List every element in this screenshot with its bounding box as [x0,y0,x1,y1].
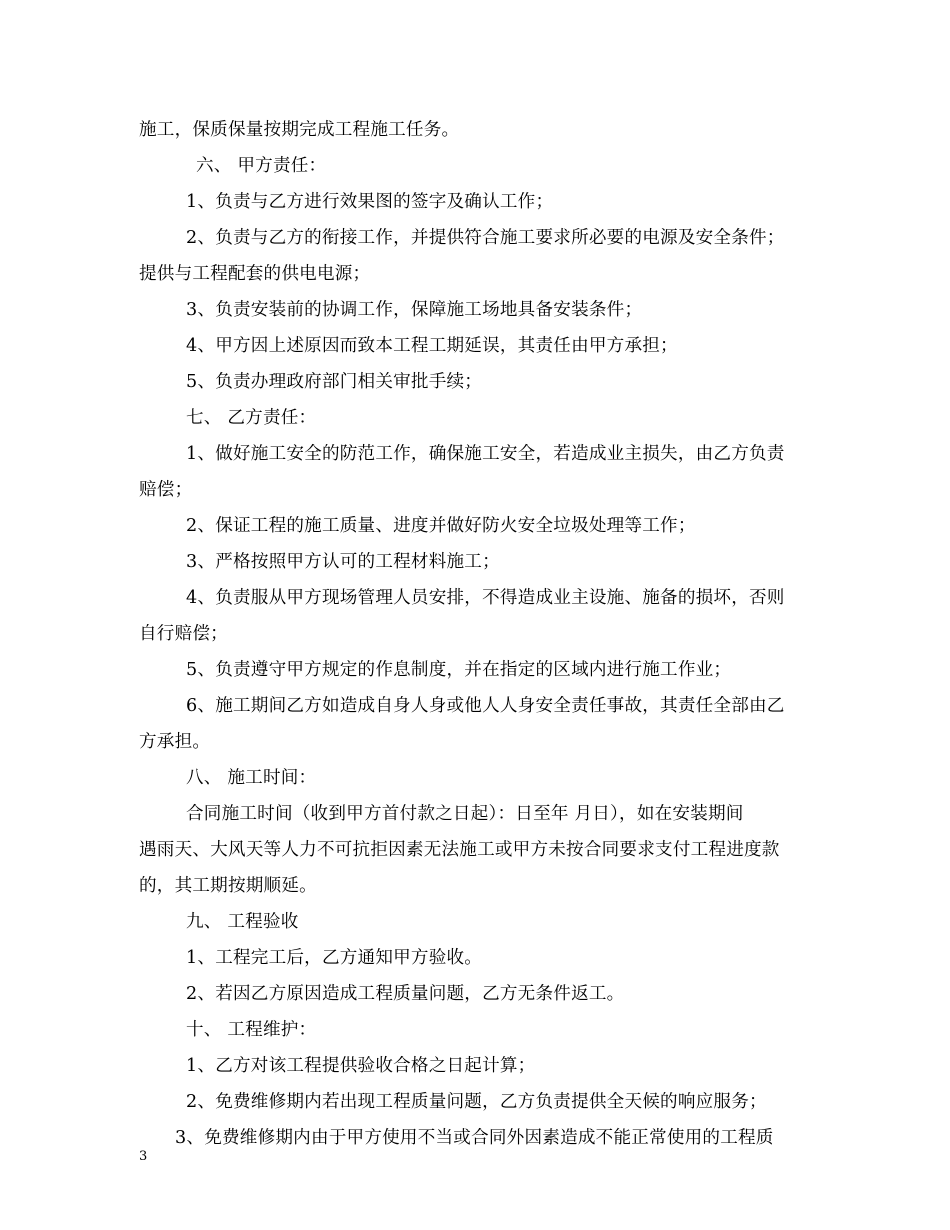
text-line: 1、做好施工安全的防范工作，确保施工安全，若造成业主损失，由乙方负责 [186,444,785,464]
section-heading-7: 七、 乙方责任： [186,408,317,428]
text-line: 2、若因乙方原因造成工程质量问题，乙方无条件返工。 [186,984,625,1004]
text-line: 3、严格按照甲方认可的工程材料施工； [186,552,500,572]
section-heading-9: 九、 工程验收 [186,912,299,932]
section-heading-6: 六、 甲方责任： [196,156,327,176]
section-heading-8: 八、 施工时间： [186,768,317,788]
text-line: 2、免费维修期内若出现工程质量问题，乙方负责提供全天候的响应服务； [186,1092,767,1112]
text-line: 自行赔偿； [139,624,228,644]
text-line: 1、工程完工后，乙方通知甲方验收。 [186,948,483,968]
text-line: 1、乙方对该工程提供验收合格之日起计算； [186,1056,536,1076]
text-line: 1、负责与乙方进行效果图的签字及确认工作； [186,192,554,212]
text-line: 3、负责安装前的协调工作，保障施工场地具备安装条件； [186,300,643,320]
text-line: 5、负责遵守甲方规定的作息制度，并在指定的区域内进行施工作业； [186,660,732,680]
text-line: 的，其工期按期顺延。 [139,876,317,896]
text-line: 6、施工期间乙方如造成自身人身或他人人身安全责任事故，其责任全部由乙 [186,696,785,716]
text-line: 4、甲方因上述原因而致本工程工期延误，其责任由甲方承担； [186,336,678,356]
page-number: 3 [139,1149,148,1164]
text-line: 3、免费维修期内由于甲方使用不当或合同外因素造成不能正常使用的工程质 [175,1128,774,1148]
text-line: 提供与工程配套的供电电源； [139,264,371,284]
text-line: 2、保证工程的施工质量、进度并做好防火安全垃圾处理等工作； [186,516,696,536]
text-line: 方承担。 [139,732,211,752]
text-line: 2、负责与乙方的衔接工作，并提供符合施工要求所必要的电源及安全条件； [186,228,785,248]
section-heading-10: 十、 工程维护： [186,1020,317,1040]
text-line: 5、负责办理政府部门相关审批手续； [186,372,483,392]
text-line: 合同施工时间（收到甲方首付款之日起）：日至年 月日），如在安装期间 [186,804,744,824]
text-line: 赔偿； [139,480,193,500]
text-line: 4、负责服从甲方现场管理人员安排，不得造成业主设施、施备的损坏，否则 [186,588,785,608]
text-line: 施工，保质保量按期完成工程施工任务。 [139,120,460,140]
text-line: 遇雨天、大风天等人力不可抗拒因素无法施工或甲方未按合同要求支付工程进度款 [139,840,780,860]
